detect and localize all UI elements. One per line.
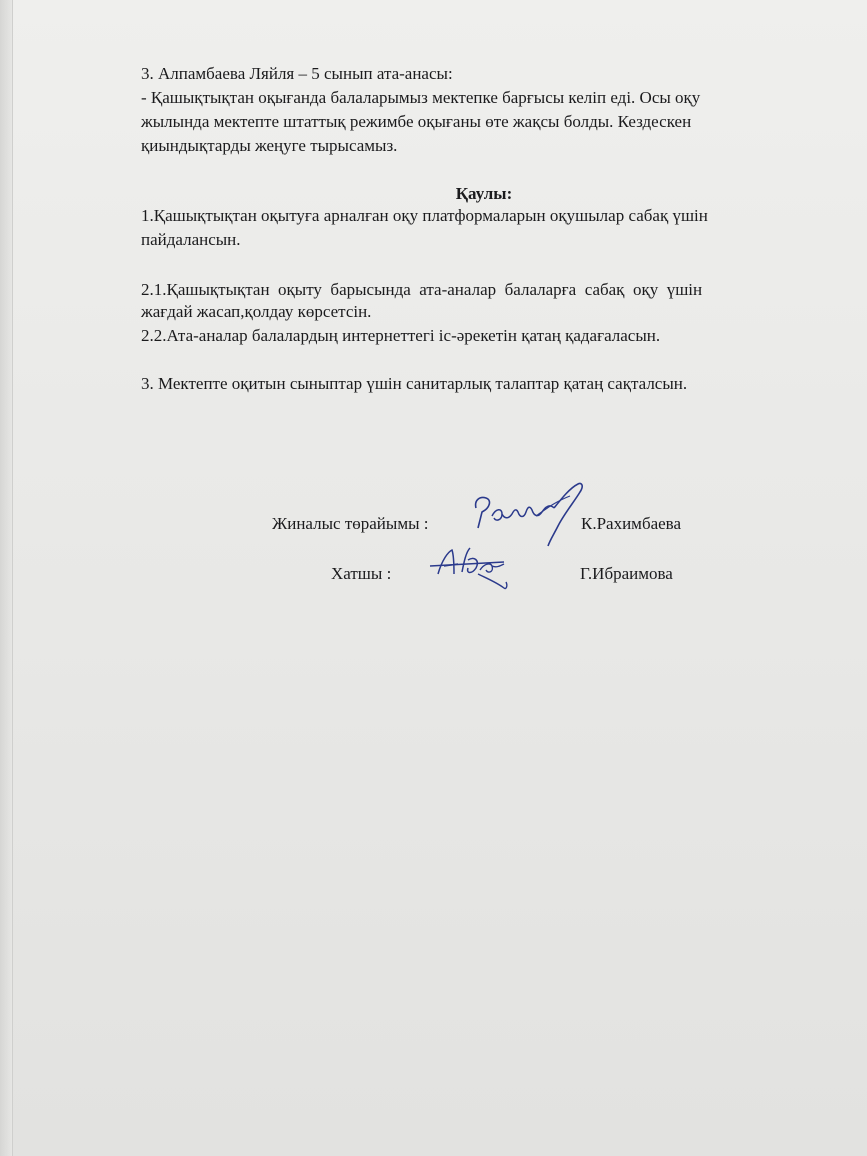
resolution-item-1-line-1: 1.Қашықтықтан оқытуға арналған оқу платформаларын оқушылар сабақ үшін bbox=[141, 206, 708, 225]
resolution-item-2-2: 2.2.Ата-аналар балалардың интернеттегі іс-әрекетін қатаң қадағаласын. bbox=[141, 326, 661, 345]
resolution-item-3: 3. Мектепте оқитын сыныптар үшін санитарлық талаптар қатаң сақталсын. bbox=[141, 374, 688, 393]
resolution-item-1-line-2: пайдалансын. bbox=[141, 230, 241, 249]
resolution-heading: Қаулы: bbox=[455, 184, 513, 203]
resolution-item-2-1-line-2: жағдай жасап,қолдау көрсетсін. bbox=[141, 302, 372, 321]
speech-line-3: қиындықтарды жеңуге тырысамыз. bbox=[141, 136, 398, 155]
secretary-signature bbox=[424, 538, 524, 592]
secretary-label: Хатшы : bbox=[331, 564, 392, 583]
chair-label: Жиналыс төрайымы : bbox=[272, 514, 429, 533]
speaker-title: 3. Алпамбаева Ляйля – 5 сынып ата-анасы: bbox=[141, 64, 453, 83]
resolution-item-2-1-line-1: 2.1.Қашықтықтан оқыту барысында ата-аналар балаларға сабақ оқу үшін bbox=[141, 280, 703, 299]
speech-line-2: жылында мектепте штаттық режимбе оқығаны өте жақсы болды. Кездескен bbox=[141, 112, 692, 131]
paper-edge bbox=[0, 0, 13, 1156]
speech-line-1: - Қашықтықтан оқығанда балаларымыз мектепке барғысы келіп еді. Осы оқу bbox=[141, 88, 701, 107]
secretary-name: Г.Ибраимова bbox=[580, 564, 673, 583]
chair-name: К.Рахимбаева bbox=[581, 514, 682, 533]
